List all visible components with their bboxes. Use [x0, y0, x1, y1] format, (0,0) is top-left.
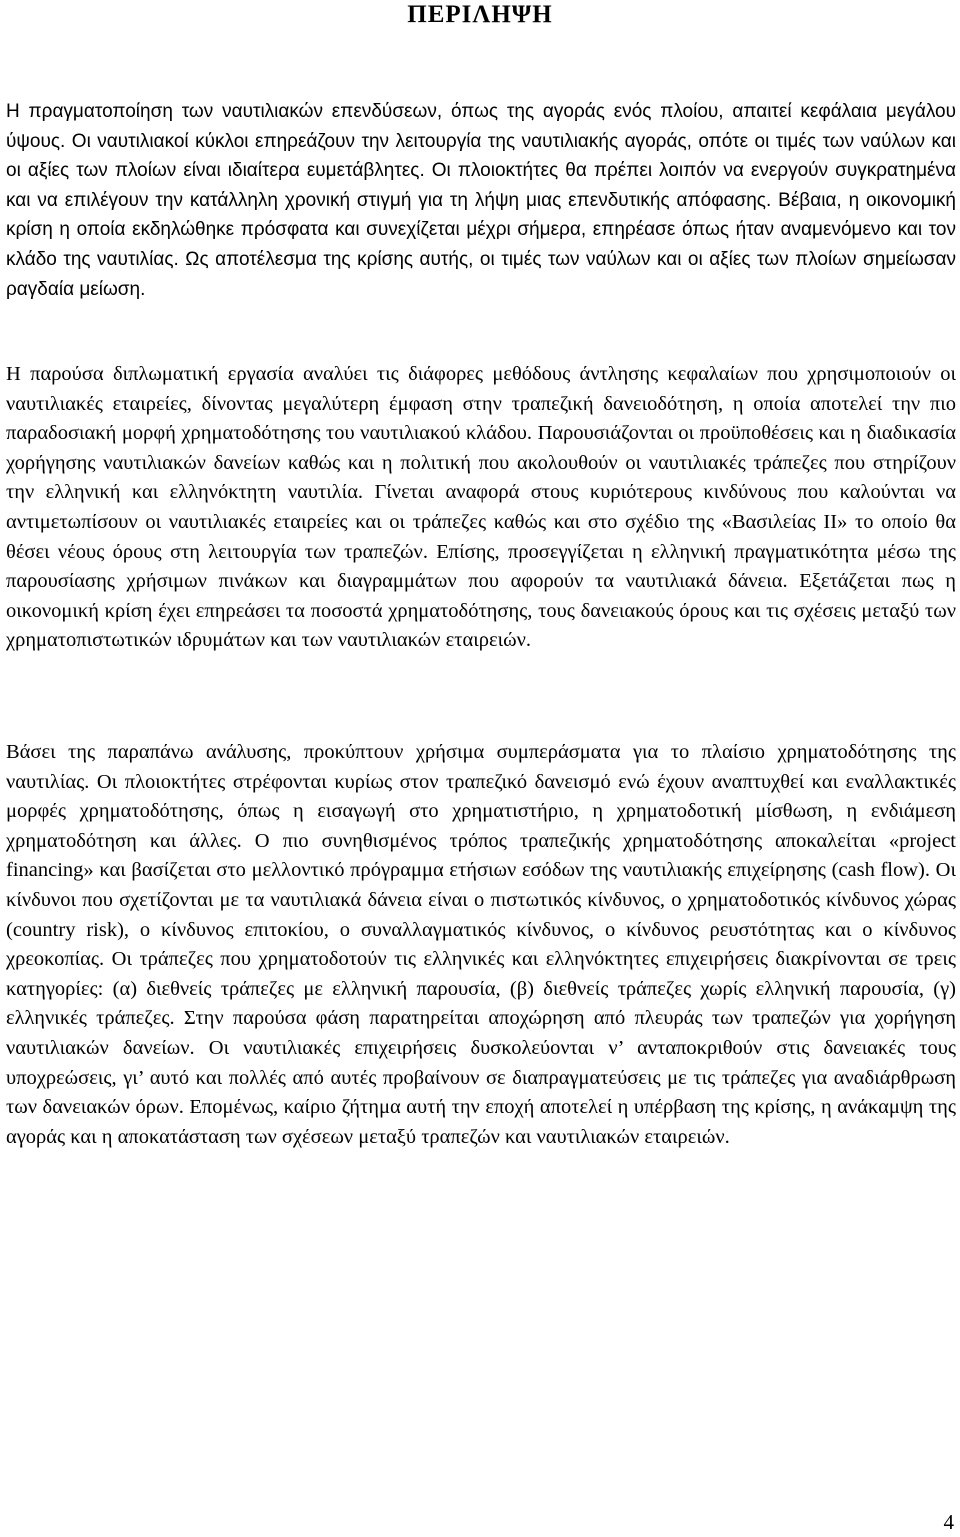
summary-paragraph-3: Βάσει της παραπάνω ανάλυσης, προκύπτουν χρήσιμα συμπεράσματα για το πλαίσιο χρηματοδότησης της ναυτιλίας. Οι πλοιοκτήτες στρέφονται κυρίως στον τραπεζικό δανεισμό ενώ έχουν αναπτυχθεί και εναλλακτικές μορφές χρηματοδότησης, όπως η εισαγωγή στο χρηματιστήριο, η χρηματοδοτική μίσθωση, η ενδιάμεση χρηματοδότηση και άλλες. Ο πιο συνηθισμένος τρόπος τραπεζικής χρηματοδότησης αποκαλείται «project financing» και βασίζεται στο μελλοντικό πρόγραμμα ετήσιων εσόδων της ναυτιλιακής επιχείρησης (cash flow). Οι κίνδυνοι που σχετίζονται με τα ναυτιλιακά δάνεια είναι ο πιστωτικός κίνδυνος, ο χρηματοδοτικός κίνδυνος χώρας (country risk), ο κίνδυνος επιτοκίου, ο συναλλαγματικός κίνδυνος, ο κίνδυνος ρευστότητας και ο κίνδυνος χρεοκοπίας. Οι τράπεζες που χρηματοδοτούν τις ελληνικές και ελληνόκτητες επιχειρήσεις διακρίνονται σε τρεις κατηγορίες: (α) διεθνείς τράπεζες με ελληνική παρουσία, (β) διεθνείς τράπεζες χωρίς ελληνική παρουσία, (γ) ελληνικές τράπεζες. Στην παρούσα φάση παρατηρείται αποχώρηση από πλευράς των τραπεζών για χορήγηση ναυτιλιακών δανείων. Οι ναυτιλιακές επιχειρήσεις δυσκολεύονται ν’ ανταποκριθούν στις δανειακές τους υποχρεώσεις, γι’ αυτό και πολλές από αυτές προβαίνουν σε διαπραγματεύσεις με τις τράπεζες για αναδιάρθρωση των δανειακών όρων. Επομένως, καίριο ζήτημα αυτή την εποχή αποτελεί η υπέρβαση της κρίσης, η ανάκαμψη της αγοράς και η αποκατάσταση των σχέσεων μεταξύ τραπεζών και ναυτιλιακών εταιρειών. [6, 741, 956, 1148]
summary-paragraph-1: Η πραγματοποίηση των ναυτιλιακών επενδύσεων, όπως της αγοράς ενός πλοίου, απαιτεί κεφάλαια μεγάλου ύψους. Οι ναυτιλιακοί κύκλοι επηρεάζουν την λειτουργία της ναυτιλιακής αγοράς, οπότε οι τιμές των ναύλων και οι αξίες των πλοίων είναι ιδιαίτερα ευμετάβλητες. Οι πλοιοκτήτες θα πρέπει λοιπόν να ενεργούν συγκρατημένα και να επιλέγουν την κατάλληλη χρονική στιγμή για τη λήψη μιας επενδυτικής απόφασης. Βέβαια, η οικονομική κρίση η οποία εκδηλώθηκε πρόσφατα και συνεχίζεται μέχρι σήμερα, επηρέασε όπως ήταν αναμενόμενο και τον κλάδο της ναυτιλίας. Ως αποτέλεσμα της κρίσης αυτής, οι τιμές των ναύλων και οι αξίες των πλοίων σημείωσαν ραγδαία μείωση. [6, 101, 956, 300]
summary-paragraph-2: Η παρούσα διπλωματική εργασία αναλύει τις διάφορες μεθόδους άντλησης κεφαλαίων που χρησιμοποιούν οι ναυτιλιακές εταιρείες, δίνοντας μεγαλύτερη έμφαση στην τραπεζική δανειοδότηση, η οποία αποτελεί την πιο παραδοσιακή μορφή χρηματοδότησης του ναυτιλιακού κλάδου. Παρουσιάζονται οι προϋποθέσεις και η διαδικασία χορήγησης ναυτιλιακών δανείων καθώς και η πολιτική που ακολουθούν οι ναυτιλιακές τράπεζες που στηρίζουν την ελληνική και ελληνόκτητη ναυτιλία. Γίνεται αναφορά στους κυριότερους κινδύνους που καλούνται να αντιμετωπίσουν οι ναυτιλιακές εταιρείες και οι τράπεζες καθώς και στο σχέδιο της «Βασιλείας ΙΙ» το οποίο θα θέσει νέους όρους στη λειτουργία των τραπεζών. Επίσης, προσεγγίζεται η ελληνική πραγματικότητα μέσω της παρουσίασης χρήσιμων πινάκων και διαγραμμάτων που αφορούν τα ναυτιλιακά δάνεια. Εξετάζεται πως η οικονομική κρίση έχει επηρεάσει τα ποσοστά χρηματοδότησης, τους δανειακούς όρους και τις σχέσεις μεταξύ των χρηματοπιστωτικών ιδρυμάτων και των ναυτιλιακών εταιρειών. [6, 363, 956, 652]
page-number: 4 [943, 1510, 954, 1534]
page-title: ΠΕΡΙΛΗΨΗ [407, 1, 553, 28]
